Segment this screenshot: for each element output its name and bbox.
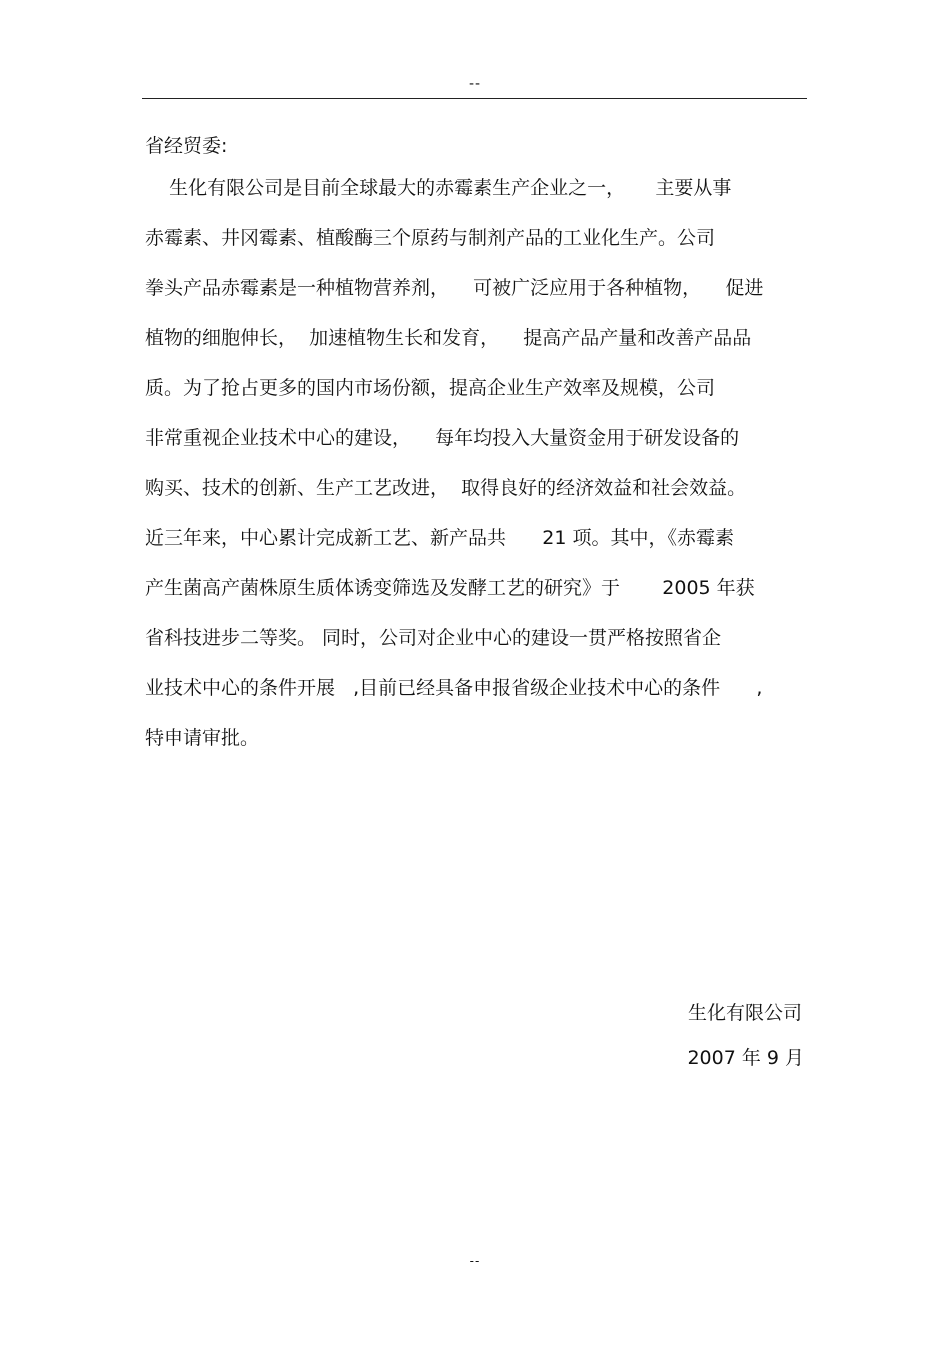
body-line-3: 拳头产品赤霉素是一种植物营养剂， 可被广泛应用于各种植物， 促进 (145, 277, 764, 299)
body-line-8: 近三年来，中心累计完成新工艺、新产品共 21 项。其中，《赤霉素 (145, 527, 734, 549)
body-line-2: 赤霉素、井冈霉素、植酸酶三个原药与制剂产品的工业化生产。公司 (145, 227, 716, 249)
body-line-1: 生化有限公司是目前全球最大的赤霉素生产企业之一， 主要从事 (145, 177, 732, 199)
body-line-11: 业技术中心的条件开展 ,目前已经具备申报省级企业技术中心的条件 , (145, 677, 763, 699)
body-line-10: 省科技进步二等奖。 同时，公司对企业中心的建设一贯严格按照省企 (145, 627, 722, 649)
body-line-6: 非常重视企业技术中心的建设， 每年均投入大量资金用于研发设备的 (145, 427, 740, 449)
body-line-7: 购买、技术的创新、生产工艺改进， 取得良好的经济效益和社会效益。 (145, 477, 747, 499)
body-line-5: 质。为了抢占更多的国内市场份额，提高企业生产效率及规模，公司 (145, 377, 716, 399)
page-footer-mark: -- (469, 1254, 481, 1268)
signature-date: 2007 年 9 月 (687, 1047, 804, 1069)
header-rule (142, 98, 807, 99)
body-line-12: 特申请审批。 (145, 727, 260, 749)
salutation: 省经贸委: (145, 135, 228, 157)
page-header-mark: -- (468, 76, 482, 92)
body-line-9: 产生菌高产菌株原生质体诱变筛选及发酵工艺的研究》于 2005 年获 (145, 577, 755, 599)
signature-company: 生化有限公司 (687, 1002, 802, 1024)
body-line-4: 植物的细胞伸长， 加速植物生长和发育， 提高产品产量和改善产品品 (145, 327, 752, 349)
